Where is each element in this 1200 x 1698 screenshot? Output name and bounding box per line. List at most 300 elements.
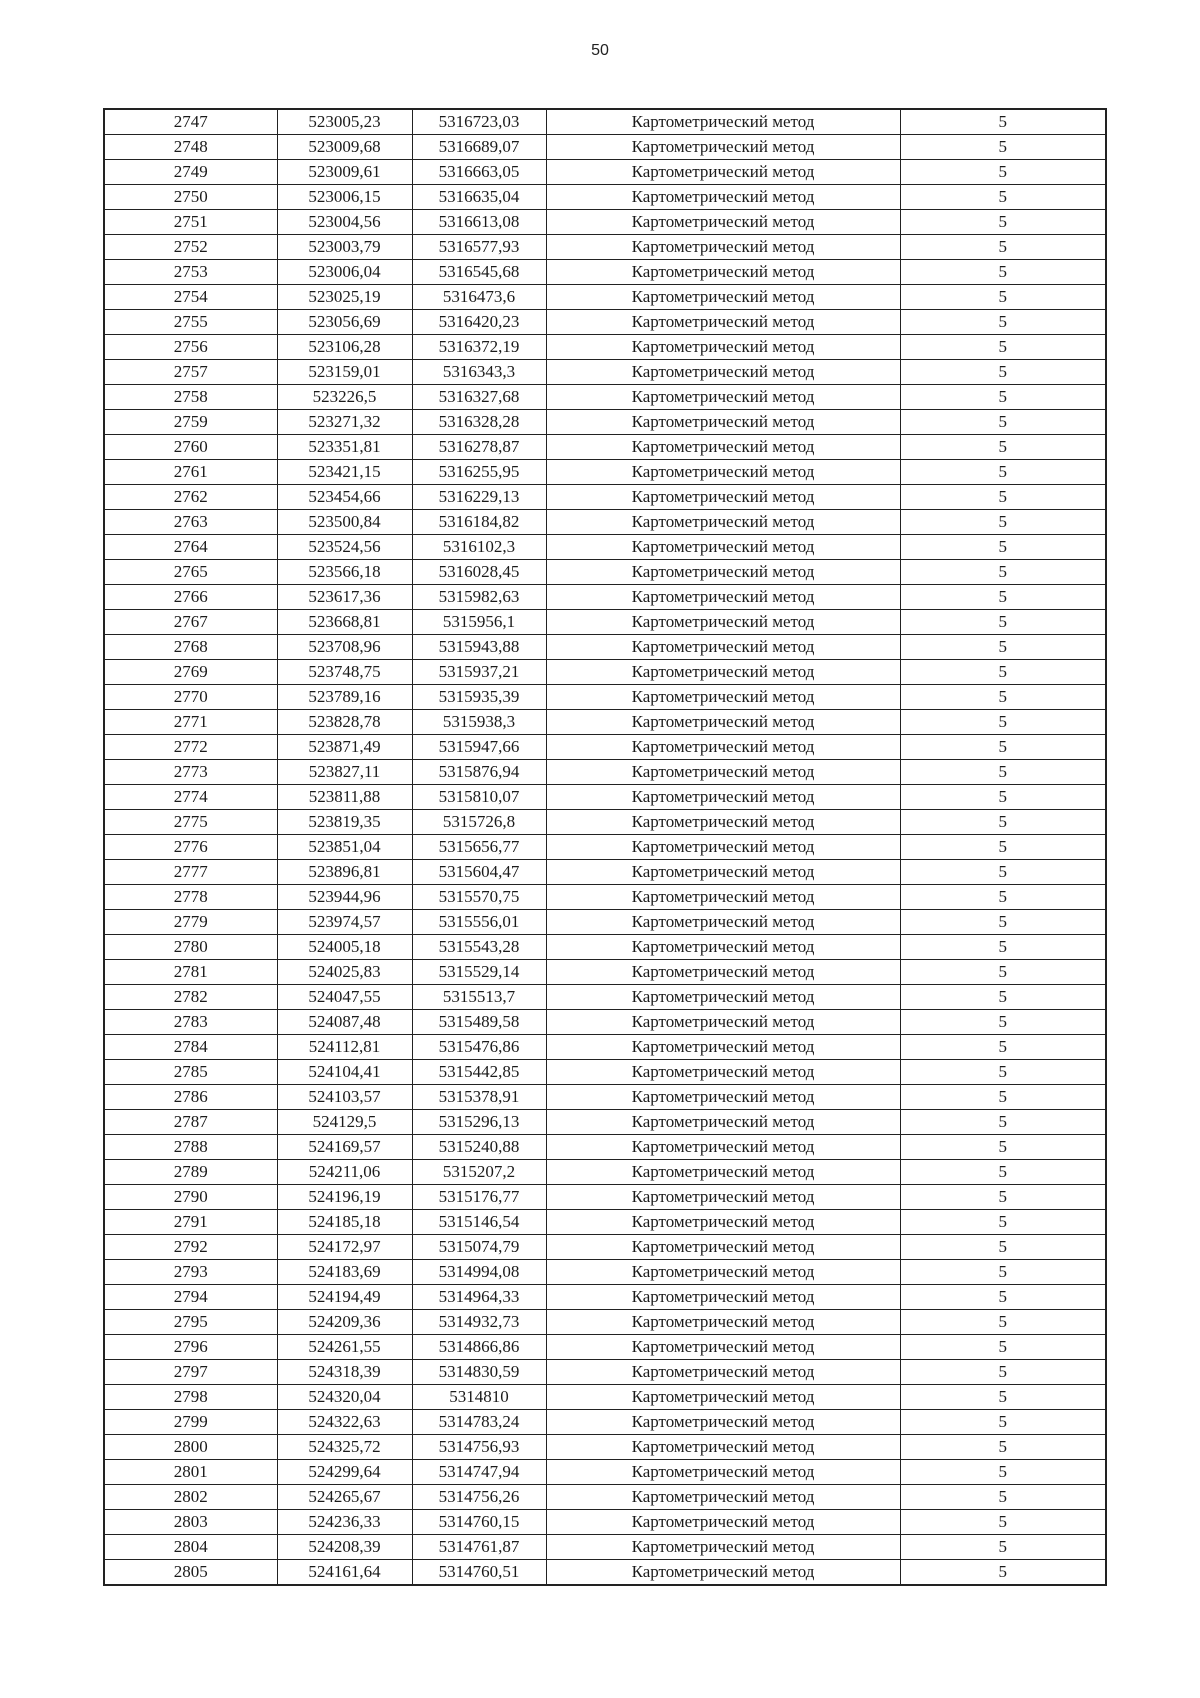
table-row — [104, 109, 1106, 135]
method-cell: Картометрический метод — [546, 1410, 900, 1435]
table-row — [104, 435, 1106, 460]
point-number-cell: 2796 — [104, 1335, 277, 1360]
point-number-cell: 2765 — [104, 560, 277, 585]
x-coordinate-cell: 524208,39 — [277, 1535, 412, 1560]
method-cell: Картометрический метод — [546, 1085, 900, 1110]
x-coordinate-cell: 524209,36 — [277, 1310, 412, 1335]
method-cell: Картометрический метод — [546, 1060, 900, 1085]
table-row — [104, 1360, 1106, 1385]
table-row — [104, 1335, 1106, 1360]
y-coordinate-cell: 5315489,58 — [412, 1010, 546, 1035]
y-coordinate-cell: 5315543,28 — [412, 935, 546, 960]
method-cell: Картометрический метод — [546, 310, 900, 335]
accuracy-cell: 5 — [900, 835, 1106, 860]
point-number-cell: 2752 — [104, 235, 277, 260]
x-coordinate-cell: 524318,39 — [277, 1360, 412, 1385]
y-coordinate-cell: 5314830,59 — [412, 1360, 546, 1385]
table-row — [104, 260, 1106, 285]
accuracy-cell: 5 — [900, 1335, 1106, 1360]
x-coordinate-cell: 523056,69 — [277, 310, 412, 335]
page-number: 50 — [591, 42, 609, 59]
table-row — [104, 1060, 1106, 1085]
method-cell: Картометрический метод — [546, 1335, 900, 1360]
accuracy-cell: 5 — [900, 610, 1106, 635]
x-coordinate-cell: 524320,04 — [277, 1385, 412, 1410]
table-row — [104, 835, 1106, 860]
table-row — [104, 510, 1106, 535]
accuracy-cell: 5 — [900, 485, 1106, 510]
method-cell: Картометрический метод — [546, 1210, 900, 1235]
table-row — [104, 860, 1106, 885]
point-number-cell: 2750 — [104, 185, 277, 210]
method-cell: Картометрический метод — [546, 260, 900, 285]
y-coordinate-cell: 5316473,6 — [412, 285, 546, 310]
y-coordinate-cell: 5315982,63 — [412, 585, 546, 610]
method-cell: Картометрический метод — [546, 760, 900, 785]
method-cell: Картометрический метод — [546, 1435, 900, 1460]
y-coordinate-cell: 5315074,79 — [412, 1235, 546, 1260]
accuracy-cell: 5 — [900, 660, 1106, 685]
method-cell: Картометрический метод — [546, 910, 900, 935]
point-number-cell: 2800 — [104, 1435, 277, 1460]
table-row — [104, 1235, 1106, 1260]
y-coordinate-cell: 5315726,8 — [412, 810, 546, 835]
method-cell: Картометрический метод — [546, 610, 900, 635]
table-row — [104, 1485, 1106, 1510]
point-number-cell: 2782 — [104, 985, 277, 1010]
y-coordinate-cell: 5314761,87 — [412, 1535, 546, 1560]
accuracy-cell: 5 — [900, 635, 1106, 660]
table-row — [104, 1535, 1106, 1560]
point-number-cell: 2786 — [104, 1085, 277, 1110]
table-row — [104, 185, 1106, 210]
y-coordinate-cell: 5315378,91 — [412, 1085, 546, 1110]
table-row — [104, 910, 1106, 935]
method-cell: Картометрический метод — [546, 1260, 900, 1285]
y-coordinate-cell: 5315604,47 — [412, 860, 546, 885]
accuracy-cell: 5 — [900, 585, 1106, 610]
point-number-cell: 2748 — [104, 135, 277, 160]
y-coordinate-cell: 5316343,3 — [412, 360, 546, 385]
method-cell: Картометрический метод — [546, 135, 900, 160]
y-coordinate-cell: 5316420,23 — [412, 310, 546, 335]
method-cell: Картометрический метод — [546, 710, 900, 735]
point-number-cell: 2779 — [104, 910, 277, 935]
y-coordinate-cell: 5316102,3 — [412, 535, 546, 560]
accuracy-cell: 5 — [900, 1285, 1106, 1310]
table-row — [104, 285, 1106, 310]
accuracy-cell: 5 — [900, 1085, 1106, 1110]
method-cell: Картометрический метод — [546, 1235, 900, 1260]
method-cell: Картометрический метод — [546, 1035, 900, 1060]
accuracy-cell: 5 — [900, 1510, 1106, 1535]
method-cell: Картометрический метод — [546, 685, 900, 710]
accuracy-cell: 5 — [900, 410, 1106, 435]
accuracy-cell: 5 — [900, 1210, 1106, 1235]
accuracy-cell: 5 — [900, 335, 1106, 360]
method-cell: Картометрический метод — [546, 935, 900, 960]
y-coordinate-cell: 5315207,2 — [412, 1160, 546, 1185]
y-coordinate-cell: 5315529,14 — [412, 960, 546, 985]
point-number-cell: 2770 — [104, 685, 277, 710]
point-number-cell: 2751 — [104, 210, 277, 235]
point-number-cell: 2757 — [104, 360, 277, 385]
accuracy-cell: 5 — [900, 1535, 1106, 1560]
method-cell: Картометрический метод — [546, 109, 900, 135]
method-cell: Картометрический метод — [546, 860, 900, 885]
accuracy-cell: 5 — [900, 460, 1106, 485]
accuracy-cell: 5 — [900, 1035, 1106, 1060]
table-row — [104, 1410, 1106, 1435]
point-number-cell: 2769 — [104, 660, 277, 685]
x-coordinate-cell: 523819,35 — [277, 810, 412, 835]
table-row — [104, 685, 1106, 710]
point-number-cell: 2797 — [104, 1360, 277, 1385]
accuracy-cell: 5 — [900, 1485, 1106, 1510]
accuracy-cell: 5 — [900, 310, 1106, 335]
table-row — [104, 785, 1106, 810]
accuracy-cell: 5 — [900, 1235, 1106, 1260]
table-row — [104, 760, 1106, 785]
x-coordinate-cell: 524211,06 — [277, 1160, 412, 1185]
y-coordinate-cell: 5314964,33 — [412, 1285, 546, 1310]
method-cell: Картометрический метод — [546, 185, 900, 210]
x-coordinate-cell: 524183,69 — [277, 1260, 412, 1285]
method-cell: Картометрический метод — [546, 460, 900, 485]
table-row — [104, 810, 1106, 835]
point-number-cell: 2763 — [104, 510, 277, 535]
accuracy-cell: 5 — [900, 985, 1106, 1010]
y-coordinate-cell: 5316327,68 — [412, 385, 546, 410]
table-row — [104, 1435, 1106, 1460]
y-coordinate-cell: 5315947,66 — [412, 735, 546, 760]
accuracy-cell: 5 — [900, 1460, 1106, 1485]
x-coordinate-cell: 523871,49 — [277, 735, 412, 760]
point-number-cell: 2776 — [104, 835, 277, 860]
y-coordinate-cell: 5316229,13 — [412, 485, 546, 510]
y-coordinate-cell: 5316278,87 — [412, 435, 546, 460]
accuracy-cell: 5 — [900, 1310, 1106, 1335]
table-row — [104, 1460, 1106, 1485]
x-coordinate-cell: 523003,79 — [277, 235, 412, 260]
y-coordinate-cell: 5315935,39 — [412, 685, 546, 710]
accuracy-cell: 5 — [900, 1060, 1106, 1085]
y-coordinate-cell: 5315937,21 — [412, 660, 546, 685]
method-cell: Картометрический метод — [546, 385, 900, 410]
point-number-cell: 2795 — [104, 1310, 277, 1335]
table-row — [104, 1010, 1106, 1035]
x-coordinate-cell: 524196,19 — [277, 1185, 412, 1210]
point-number-cell: 2789 — [104, 1160, 277, 1185]
point-number-cell: 2801 — [104, 1460, 277, 1485]
table-row — [104, 385, 1106, 410]
method-cell: Картометрический метод — [546, 585, 900, 610]
x-coordinate-cell: 524299,64 — [277, 1460, 412, 1485]
y-coordinate-cell: 5315656,77 — [412, 835, 546, 860]
accuracy-cell: 5 — [900, 1435, 1106, 1460]
method-cell: Картометрический метод — [546, 410, 900, 435]
accuracy-cell: 5 — [900, 1360, 1106, 1385]
x-coordinate-cell: 523006,15 — [277, 185, 412, 210]
x-coordinate-cell: 524025,83 — [277, 960, 412, 985]
y-coordinate-cell: 5316545,68 — [412, 260, 546, 285]
x-coordinate-cell: 523789,16 — [277, 685, 412, 710]
method-cell: Картометрический метод — [546, 1510, 900, 1535]
point-number-cell: 2793 — [104, 1260, 277, 1285]
x-coordinate-cell: 523851,04 — [277, 835, 412, 860]
x-coordinate-cell: 523226,5 — [277, 385, 412, 410]
accuracy-cell: 5 — [900, 935, 1106, 960]
accuracy-cell: 5 — [900, 1110, 1106, 1135]
method-cell: Картометрический метод — [546, 735, 900, 760]
table-row — [104, 1110, 1106, 1135]
accuracy-cell: 5 — [900, 860, 1106, 885]
y-coordinate-cell: 5316372,19 — [412, 335, 546, 360]
y-coordinate-cell: 5315876,94 — [412, 760, 546, 785]
y-coordinate-cell: 5316689,07 — [412, 135, 546, 160]
point-number-cell: 2778 — [104, 885, 277, 910]
method-cell: Картометрический метод — [546, 435, 900, 460]
x-coordinate-cell: 523668,81 — [277, 610, 412, 635]
method-cell: Картометрический метод — [546, 810, 900, 835]
method-cell: Картометрический метод — [546, 1560, 900, 1586]
x-coordinate-cell: 524087,48 — [277, 1010, 412, 1035]
coordinates-table-body — [104, 109, 1106, 1585]
table-row — [104, 460, 1106, 485]
point-number-cell: 2764 — [104, 535, 277, 560]
method-cell: Картометрический метод — [546, 1160, 900, 1185]
table-row — [104, 1085, 1106, 1110]
accuracy-cell: 5 — [900, 360, 1106, 385]
method-cell: Картометрический метод — [546, 785, 900, 810]
point-number-cell: 2777 — [104, 860, 277, 885]
method-cell: Картометрический метод — [546, 835, 900, 860]
method-cell: Картометрический метод — [546, 210, 900, 235]
x-coordinate-cell: 523811,88 — [277, 785, 412, 810]
table-row — [104, 735, 1106, 760]
x-coordinate-cell: 523271,32 — [277, 410, 412, 435]
accuracy-cell: 5 — [900, 685, 1106, 710]
table-row — [104, 1560, 1106, 1586]
x-coordinate-cell: 523974,57 — [277, 910, 412, 935]
point-number-cell: 2759 — [104, 410, 277, 435]
point-number-cell: 2785 — [104, 1060, 277, 1085]
y-coordinate-cell: 5316577,93 — [412, 235, 546, 260]
x-coordinate-cell: 523896,81 — [277, 860, 412, 885]
point-number-cell: 2792 — [104, 1235, 277, 1260]
point-number-cell: 2767 — [104, 610, 277, 635]
x-coordinate-cell: 523006,04 — [277, 260, 412, 285]
y-coordinate-cell: 5315570,75 — [412, 885, 546, 910]
accuracy-cell: 5 — [900, 785, 1106, 810]
y-coordinate-cell: 5316663,05 — [412, 160, 546, 185]
table-row — [104, 1310, 1106, 1335]
y-coordinate-cell: 5315943,88 — [412, 635, 546, 660]
point-number-cell: 2787 — [104, 1110, 277, 1135]
point-number-cell: 2775 — [104, 810, 277, 835]
x-coordinate-cell: 523351,81 — [277, 435, 412, 460]
y-coordinate-cell: 5316723,03 — [412, 109, 546, 135]
y-coordinate-cell: 5314810 — [412, 1385, 546, 1410]
method-cell: Картометрический метод — [546, 1285, 900, 1310]
point-number-cell: 2761 — [104, 460, 277, 485]
point-number-cell: 2768 — [104, 635, 277, 660]
table-row — [104, 210, 1106, 235]
x-coordinate-cell: 524194,49 — [277, 1285, 412, 1310]
accuracy-cell: 5 — [900, 160, 1106, 185]
table-row — [104, 335, 1106, 360]
y-coordinate-cell: 5314756,26 — [412, 1485, 546, 1510]
table-row — [104, 1185, 1106, 1210]
x-coordinate-cell: 524236,33 — [277, 1510, 412, 1535]
table-row — [104, 535, 1106, 560]
y-coordinate-cell: 5314760,15 — [412, 1510, 546, 1535]
method-cell: Картометрический метод — [546, 885, 900, 910]
table-row — [104, 410, 1106, 435]
point-number-cell: 2794 — [104, 1285, 277, 1310]
accuracy-cell: 5 — [900, 535, 1106, 560]
y-coordinate-cell: 5315556,01 — [412, 910, 546, 935]
point-number-cell: 2771 — [104, 710, 277, 735]
accuracy-cell: 5 — [900, 1185, 1106, 1210]
x-coordinate-cell: 524265,67 — [277, 1485, 412, 1510]
method-cell: Картометрический метод — [546, 1110, 900, 1135]
x-coordinate-cell: 524104,41 — [277, 1060, 412, 1085]
table-row — [104, 710, 1106, 735]
x-coordinate-cell: 523524,56 — [277, 535, 412, 560]
point-number-cell: 2753 — [104, 260, 277, 285]
accuracy-cell: 5 — [900, 760, 1106, 785]
point-number-cell: 2780 — [104, 935, 277, 960]
accuracy-cell: 5 — [900, 885, 1106, 910]
accuracy-cell: 5 — [900, 385, 1106, 410]
accuracy-cell: 5 — [900, 260, 1106, 285]
table-row — [104, 1135, 1106, 1160]
point-number-cell: 2772 — [104, 735, 277, 760]
accuracy-cell: 5 — [900, 185, 1106, 210]
point-number-cell: 2760 — [104, 435, 277, 460]
x-coordinate-cell: 523106,28 — [277, 335, 412, 360]
x-coordinate-cell: 524047,55 — [277, 985, 412, 1010]
method-cell: Картометрический метод — [546, 360, 900, 385]
x-coordinate-cell: 523009,61 — [277, 160, 412, 185]
accuracy-cell: 5 — [900, 109, 1106, 135]
method-cell: Картометрический метод — [546, 985, 900, 1010]
point-number-cell: 2805 — [104, 1560, 277, 1586]
y-coordinate-cell: 5315938,3 — [412, 710, 546, 735]
x-coordinate-cell: 523827,11 — [277, 760, 412, 785]
x-coordinate-cell: 523025,19 — [277, 285, 412, 310]
accuracy-cell: 5 — [900, 1560, 1106, 1586]
y-coordinate-cell: 5316635,04 — [412, 185, 546, 210]
y-coordinate-cell: 5314994,08 — [412, 1260, 546, 1285]
y-coordinate-cell: 5316028,45 — [412, 560, 546, 585]
x-coordinate-cell: 523500,84 — [277, 510, 412, 535]
method-cell: Картометрический метод — [546, 160, 900, 185]
x-coordinate-cell: 523566,18 — [277, 560, 412, 585]
accuracy-cell: 5 — [900, 510, 1106, 535]
point-number-cell: 2755 — [104, 310, 277, 335]
x-coordinate-cell: 524169,57 — [277, 1135, 412, 1160]
y-coordinate-cell: 5314760,51 — [412, 1560, 546, 1586]
point-number-cell: 2774 — [104, 785, 277, 810]
method-cell: Картометрический метод — [546, 1185, 900, 1210]
point-number-cell: 2781 — [104, 960, 277, 985]
x-coordinate-cell: 524322,63 — [277, 1410, 412, 1435]
accuracy-cell: 5 — [900, 560, 1106, 585]
x-coordinate-cell: 524112,81 — [277, 1035, 412, 1060]
table-row — [104, 160, 1106, 185]
x-coordinate-cell: 524103,57 — [277, 1085, 412, 1110]
table-row — [104, 1035, 1106, 1060]
method-cell: Картометрический метод — [546, 485, 900, 510]
table-row — [104, 235, 1106, 260]
y-coordinate-cell: 5314756,93 — [412, 1435, 546, 1460]
table-row — [104, 885, 1106, 910]
x-coordinate-cell: 524005,18 — [277, 935, 412, 960]
accuracy-cell: 5 — [900, 735, 1106, 760]
table-row — [104, 1160, 1106, 1185]
y-coordinate-cell: 5315146,54 — [412, 1210, 546, 1235]
y-coordinate-cell: 5315476,86 — [412, 1035, 546, 1060]
x-coordinate-cell: 523708,96 — [277, 635, 412, 660]
y-coordinate-cell: 5315956,1 — [412, 610, 546, 635]
y-coordinate-cell: 5315296,13 — [412, 1110, 546, 1135]
y-coordinate-cell: 5315240,88 — [412, 1135, 546, 1160]
point-number-cell: 2803 — [104, 1510, 277, 1535]
table-row — [104, 660, 1106, 685]
method-cell: Картометрический метод — [546, 1460, 900, 1485]
table-row — [104, 485, 1106, 510]
accuracy-cell: 5 — [900, 210, 1106, 235]
x-coordinate-cell: 523828,78 — [277, 710, 412, 735]
method-cell: Картометрический метод — [546, 960, 900, 985]
y-coordinate-cell: 5314747,94 — [412, 1460, 546, 1485]
method-cell: Картометрический метод — [546, 535, 900, 560]
table-row — [104, 135, 1106, 160]
table-row — [104, 985, 1106, 1010]
x-coordinate-cell: 523004,56 — [277, 210, 412, 235]
method-cell: Картометрический метод — [546, 510, 900, 535]
x-coordinate-cell: 523421,15 — [277, 460, 412, 485]
x-coordinate-cell: 523005,23 — [277, 109, 412, 135]
table-row — [104, 935, 1106, 960]
point-number-cell: 2784 — [104, 1035, 277, 1060]
accuracy-cell: 5 — [900, 135, 1106, 160]
accuracy-cell: 5 — [900, 1135, 1106, 1160]
table-row — [104, 1510, 1106, 1535]
method-cell: Картометрический метод — [546, 1535, 900, 1560]
table-row — [104, 560, 1106, 585]
accuracy-cell: 5 — [900, 1410, 1106, 1435]
table-row — [104, 360, 1106, 385]
x-coordinate-cell: 523944,96 — [277, 885, 412, 910]
point-number-cell: 2783 — [104, 1010, 277, 1035]
x-coordinate-cell: 524185,18 — [277, 1210, 412, 1235]
point-number-cell: 2754 — [104, 285, 277, 310]
method-cell: Картометрический метод — [546, 1360, 900, 1385]
point-number-cell: 2790 — [104, 1185, 277, 1210]
method-cell: Картометрический метод — [546, 1310, 900, 1335]
y-coordinate-cell: 5315176,77 — [412, 1185, 546, 1210]
x-coordinate-cell: 523159,01 — [277, 360, 412, 385]
point-number-cell: 2747 — [104, 109, 277, 135]
point-number-cell: 2758 — [104, 385, 277, 410]
accuracy-cell: 5 — [900, 1385, 1106, 1410]
y-coordinate-cell: 5314932,73 — [412, 1310, 546, 1335]
x-coordinate-cell: 524172,97 — [277, 1235, 412, 1260]
accuracy-cell: 5 — [900, 710, 1106, 735]
